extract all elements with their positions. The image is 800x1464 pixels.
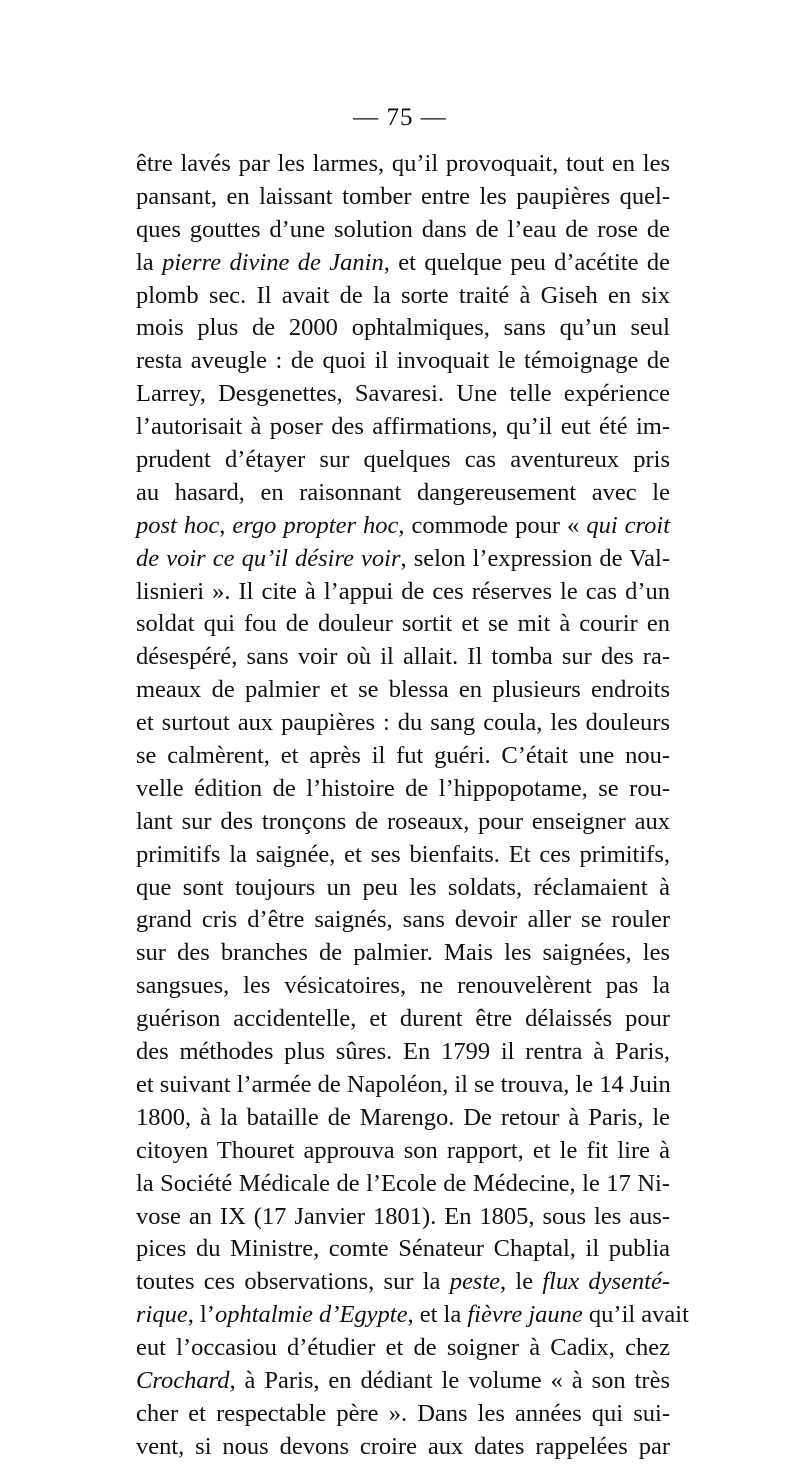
text-run: ques gouttes d’une solution dans de l’eau de rose de (136, 215, 670, 243)
text-run: la (136, 248, 163, 276)
italic-text: peste (449, 1268, 501, 1296)
text-line (136, 1398, 670, 1431)
text-run: , commode pour « (398, 511, 587, 539)
text-run: resta aveugle : de quoi il invoquait le témoignage de (136, 347, 670, 375)
italic-text: ophtalmie d’Egypte (214, 1301, 408, 1329)
text-line (136, 707, 670, 740)
text-run: Larrey, Desgenettes, Savaresi. Une telle expérience (136, 380, 670, 408)
text-line (136, 1135, 670, 1168)
text-run: , et quelque peu d’acétite de (383, 248, 671, 276)
text-line (136, 1332, 670, 1365)
text-line (136, 576, 670, 609)
text-line (136, 1069, 670, 1102)
text-run: citoyen Thouret approuva son rapport, et le fit lire à (136, 1136, 670, 1164)
text-line (136, 608, 670, 641)
text-line (136, 1102, 670, 1135)
text-run: au hasard, en raisonnant dangereusement avec le (136, 478, 670, 506)
text-line (136, 312, 670, 345)
text-line (136, 280, 670, 313)
text-run: , (219, 511, 233, 539)
text-run: prudent d’étayer sur quelques cas aventureux pris (136, 446, 670, 474)
text-line (136, 444, 670, 477)
text-run: soldat qui fou de douleur sortit et se mit à courir en (136, 610, 670, 638)
text-run: guérison accidentelle, et durent être délaissés pour (136, 1005, 670, 1033)
text-run: vent, si nous devons croire aux dates rappelées par (136, 1432, 670, 1460)
text-run: toutes ces observations, sur la (136, 1268, 450, 1296)
italic-text: post hoc (136, 511, 220, 539)
text-run: des méthodes plus sûres. En 1799 il rentra à Paris, (136, 1038, 670, 1066)
text-run: la Société Médicale de l’Ecole de Médecine, le 17 Ni- (136, 1169, 670, 1197)
text-run: pansant, en laissant tomber entre les paupières quel- (136, 182, 670, 210)
text-run: grand cris d’être saignés, sans devoir aller se rouler (136, 906, 670, 934)
text-line (136, 937, 670, 970)
text-line (136, 1431, 670, 1464)
text-run: être lavés par les larmes, qu’il provoquait, tout en les (136, 150, 670, 177)
text-run: meaux de palmier et se blessa en plusieurs endroits (136, 676, 670, 704)
italic-text: flux dysenté- (542, 1268, 670, 1296)
text-run: , et la (407, 1301, 468, 1329)
text-line (136, 740, 670, 773)
text-run: désespéré, sans voir où il allait. Il tomba sur des ra- (136, 643, 670, 671)
text-line (136, 378, 670, 411)
text-line (136, 510, 670, 543)
text-line (136, 773, 670, 806)
text-run: et suivant l’armée de Napoléon, il se trouva, le 14 Juin (136, 1070, 671, 1098)
text-line (136, 1299, 689, 1332)
text-line (136, 1266, 670, 1299)
text-line (136, 1036, 670, 1069)
text-line (136, 181, 670, 214)
text-run: mois plus de 2000 ophtalmiques, sans qu’un seul (136, 314, 670, 342)
text-run: , le (500, 1268, 543, 1296)
text-line (136, 543, 670, 576)
text-run: se calmèrent, et après il fut guéri. C’était une nou- (136, 742, 670, 770)
text-line (136, 1365, 670, 1398)
text-run: que sont toujours un peu les soldats, réclamaient à (136, 873, 670, 901)
text-run: sur des branches de palmier. Mais les saignées, les (136, 939, 670, 967)
italic-text: pierre divine de Janin (162, 248, 384, 276)
italic-text: Crochard (136, 1366, 230, 1394)
text-line (136, 1201, 670, 1234)
text-line (136, 411, 670, 444)
text-run: lisnieri ». Il cite à l’appui de ces réserves le cas d’un (136, 577, 670, 605)
text-run: , selon l’expression de Val- (400, 544, 671, 572)
text-line (136, 806, 670, 839)
text-line (136, 904, 670, 937)
text-line (136, 872, 670, 905)
italic-text: qui croit (586, 511, 671, 539)
text-run: 1800, à la bataille de Marengo. De retour à Paris, le (136, 1103, 670, 1131)
text-line (136, 641, 670, 674)
text-line (136, 148, 670, 181)
text-line (136, 477, 670, 510)
page-number: — 75 — (353, 104, 447, 131)
text-run: l’autorisait à poser des affirmations, qu’il eut été im- (136, 413, 670, 441)
text-line (136, 1233, 670, 1266)
body-text (136, 148, 689, 1464)
text-run: et surtout aux paupières : du sang coula, les douleurs (136, 709, 670, 737)
text-run: lant sur des tronçons de roseaux, pour enseigner aux (136, 807, 670, 835)
text-run: primitifs la saignée, et ses bienfaits. Et ces primitifs, (136, 840, 670, 868)
italic-text: fièvre jaune (467, 1301, 583, 1329)
text-line (136, 674, 670, 707)
text-run: plomb sec. Il avait de la sorte traité à Giseh en six (136, 281, 670, 309)
italic-text: rique (136, 1301, 188, 1329)
text-run: cher et respectable père ». Dans les années qui sui- (136, 1399, 670, 1427)
text-line (136, 1003, 670, 1036)
text-run: velle édition de l’histoire de l’hippopotame, se rou- (136, 774, 670, 802)
text-line (136, 214, 670, 247)
text-run: qu’il avait (582, 1301, 689, 1329)
text-line (136, 970, 670, 1003)
italic-text: de voir ce qu’il désire voir (136, 544, 401, 572)
text-line (136, 1168, 670, 1201)
text-run: , à Paris, en dédiant le volume « à son très (229, 1366, 670, 1394)
italic-text: ergo propter hoc (232, 511, 399, 539)
text-run: eut l’occasiou d’étudier et de soigner à Cadix, chez (136, 1334, 670, 1362)
text-line (136, 839, 670, 872)
text-run: pices du Ministre, comte Sénateur Chaptal, il publia (136, 1235, 670, 1263)
text-line (136, 345, 670, 378)
text-run: vose an IX (17 Janvier 1801). En 1805, sous les aus- (136, 1202, 670, 1230)
text-run: , l’ (187, 1301, 215, 1329)
text-run: sangsues, les vésicatoires, ne renouvelèrent pas la (136, 972, 670, 1000)
text-line (136, 247, 670, 280)
